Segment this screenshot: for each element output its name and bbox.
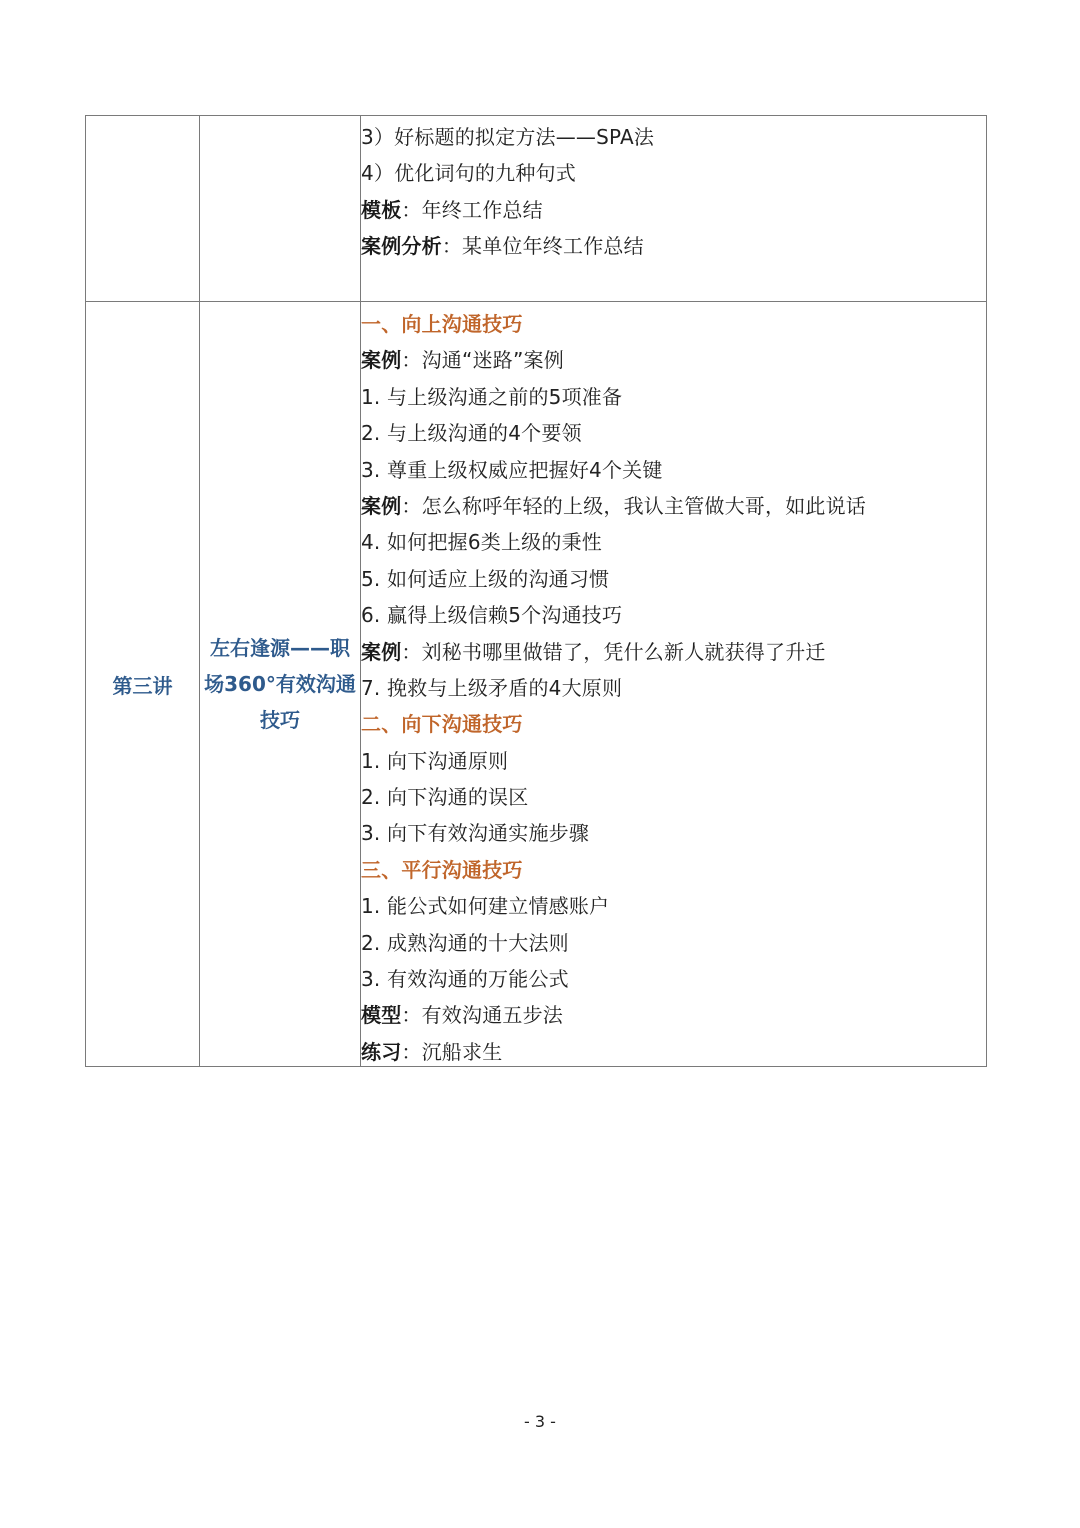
content-line: 7. 挽救与上级矛盾的4大原则 [361,675,623,700]
lecture-cell [86,302,200,1066]
table-row [86,302,986,1066]
topic-cell [200,116,361,301]
table-row [86,116,986,302]
line-label: 案例 [361,639,402,664]
line-label: 案例 [361,493,402,518]
topic-label: 左右逢源——职场360°有效沟通技巧 [204,636,356,732]
content-line: 2. 向下沟通的误区 [361,785,529,810]
content-cell [361,302,986,1066]
content-line [361,192,986,228]
content-line: 6. 赢得上级信赖5个沟通技巧 [361,603,623,628]
line-text: ：刘秘书哪里做错了，凭什么新人就获得了升迁 [401,639,826,664]
line-label: 模板 [361,197,402,222]
line-text: 4）优化词句的九种句式 [361,161,576,186]
section-heading: 二、向下沟通技巧 [361,712,523,737]
content-line: 3. 向下有效沟通实施步骤 [361,821,590,846]
lecture-label: 第三讲 [112,673,173,698]
content-line: 1. 能公式如何建立情感账户 [361,894,610,919]
line-label: 案例分析 [361,234,442,259]
content-line [361,1034,986,1070]
line-text: ：沟通“迷路”案例 [401,348,564,373]
content-line: 2. 与上级沟通的4个要领 [361,421,582,446]
content-line [361,634,986,670]
content-line [361,119,986,155]
content-line: 3. 有效沟通的万能公式 [361,967,569,992]
content-line [361,997,986,1033]
line-text: ：沉船求生 [401,1039,503,1064]
content-line: 1. 与上级沟通之前的5项准备 [361,384,623,409]
content-line: 5. 如何适应上级的沟通习惯 [361,566,610,591]
line-text: ：怎么称呼年轻的上级，我认主管做大哥，如此说话 [401,493,867,518]
line-label: 案例 [361,348,402,373]
line-text: 3）好标题的拟定方法——SPA法 [361,125,655,149]
content-line: 4. 如何把握6类上级的秉性 [361,530,602,555]
line-label: 模型 [361,1003,402,1028]
page-number: - 3 - [524,1412,556,1431]
line-text: ：年终工作总结 [401,197,543,222]
lecture-cell [86,116,200,301]
content-line: 1. 向下沟通原则 [361,748,509,773]
content-line: 3. 尊重上级权威应把握好4个关键 [361,457,663,482]
content-line: 2. 成熟沟通的十大法则 [361,930,569,955]
line-text: ：某单位年终工作总结 [441,234,644,259]
section-heading: 一、向上沟通技巧 [361,312,523,336]
content-line [361,228,986,264]
content-line [361,488,986,524]
section-heading: 三、平行沟通技巧 [361,857,523,882]
topic-cell [200,302,361,1066]
content-line [361,342,986,378]
content-cell [361,116,986,301]
line-text: ：有效沟通五步法 [401,1003,564,1028]
content-line [361,155,986,191]
course-outline-table [85,115,987,1067]
line-label: 练习 [361,1039,402,1064]
